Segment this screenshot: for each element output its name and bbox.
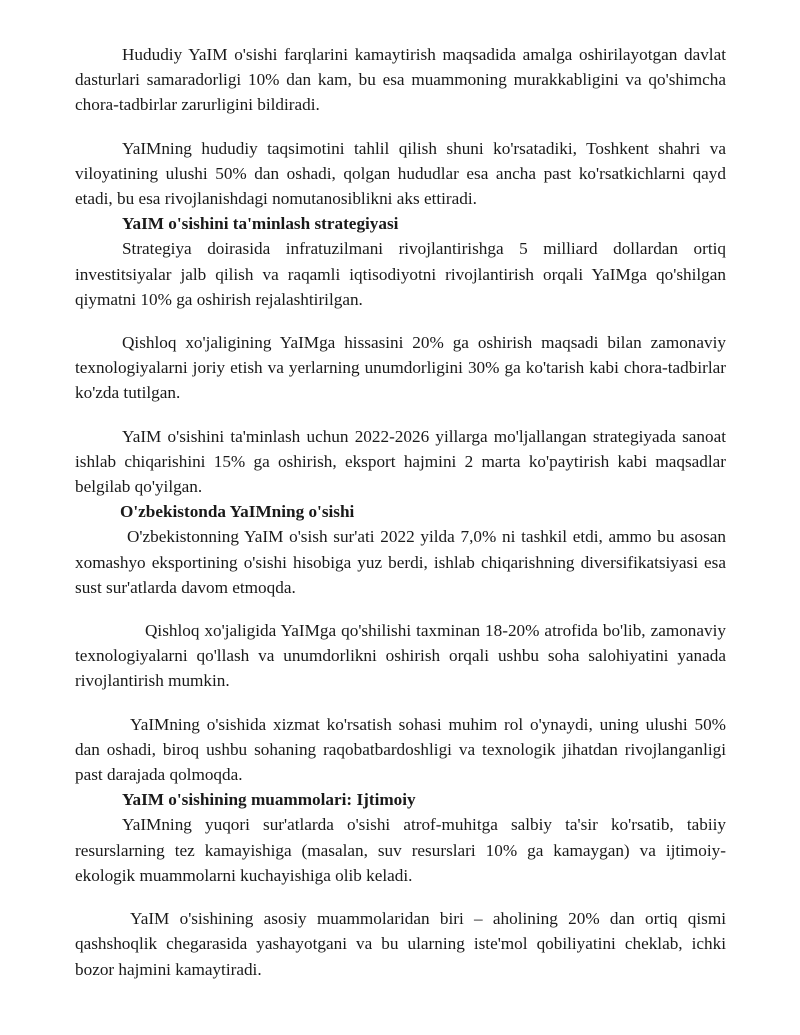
paragraph-services-sector: YaIMning o'sishida xizmat ko'rsatish sohasi muhim rol o'ynaydi, uning ulushi 50% dan oshadi, biroq ushbu sohaning raqobatbardoshligi va texnologik jihatdan rivojlanganligi past darajada qolmoqda.	[75, 714, 726, 785]
paragraph-poverty: YaIM o'sishining asosiy muammolaridan biri – aholining 20% dan ortiq qismi qashshoqlik chegarasida yashayotgani va bu ularning iste'mol qobiliyatini cheklab, ichki bozor hajmini kamaytiradi.	[75, 909, 726, 979]
paragraph-regional-programs: Hududiy YaIM o'sishi farqlarini kamaytirish maqsadida amalga oshirilayotgan davlat dasturlari samaradorligi 10% dan kam, bu esa muammoning murakkabligini va qo'shimcha chora-tadbirlar zarurligini bildiradi.	[75, 45, 726, 115]
paragraph-agriculture-share: Qishloq xo'jaligida YaIMga qo'shilishi taxminan 18-20% atrofida bo'lib, zamonaviy texnologiyalarni qo'llash va unumdorlikni oshirish orqali ushbu soha salohiyatini yanada rivojlantirish mumkin.	[75, 621, 726, 691]
heading-uzbekistan-growth: O'zbekistonda YaIMning o'sishi	[120, 502, 355, 522]
paragraph-strategy-2022-2026: YaIM o'sishini ta'minlash uchun 2022-2026 yillarga mo'ljallangan strategiyada sanoat ishlab chiqarishini 15% ga oshirish, eksport hajmini 2 marta ko'paytirish kabi maqsadlar belgilab qo'yilgan.	[75, 426, 726, 497]
paragraph-environmental-impact: YaIMning yuqori sur'atlarda o'sishi atrof-muhitga salbiy ta'sir ko'rsatib, tabiiy resurslarning tez kamayishiga (masalan, suv resurslari 10% ga kamaygan) va ijtimoiy-ekologik muammolarni kuchayishiga olib keladi.	[75, 815, 726, 885]
paragraph-infrastructure-investment: Strategiya doirasida infratuzilmani rivojlantirishga 5 milliard dollardan ortiq investitsiyalar jalb qilish va raqamli iqtisodiyotni rivojlantirish orqali YaIMga qo'shilgan qiymatni 10% ga oshirish rejalashtirilgan.	[75, 239, 726, 309]
heading-social-problems: YaIM o'sishining muammolari: Ijtimoiy	[122, 790, 416, 810]
paragraph-regional-distribution: YaIMning hududiy taqsimotini tahlil qilish shuni ko'rsatadiki, Toshkent shahri va viloyatining ulushi 50% dan oshadi, qolgan hududlar esa ancha past ko'rsatkichlarni qayd etadi, bu esa rivojlanishdagi nomutanosiblikni aks ettiradi.	[75, 138, 726, 209]
document-page	[75, 42, 726, 982]
heading-growth-strategy: YaIM o'sishini ta'minlash strategiyasi	[122, 214, 399, 234]
paragraph-agriculture-contribution: Qishloq xo'jaligining YaIMga hissasini 20% ga oshirish maqsadi bilan zamonaviy texnologiyalarni joriy etish va yerlarning unumdorligini 30% ga ko'tarish kabi chora-tadbirlar ko'zda tutilgan.	[75, 333, 726, 403]
paragraph-growth-rate-2022: O'zbekistonning YaIM o'sish sur'ati 2022 yilda 7,0% ni tashkil etdi, ammo bu asosan xomashyo eksportining o'sishi hisobiga yuz berdi, ishlab chiqarishning diversifikatsiyasi esa sust sur'atlarda davom etmoqda.	[75, 527, 726, 597]
